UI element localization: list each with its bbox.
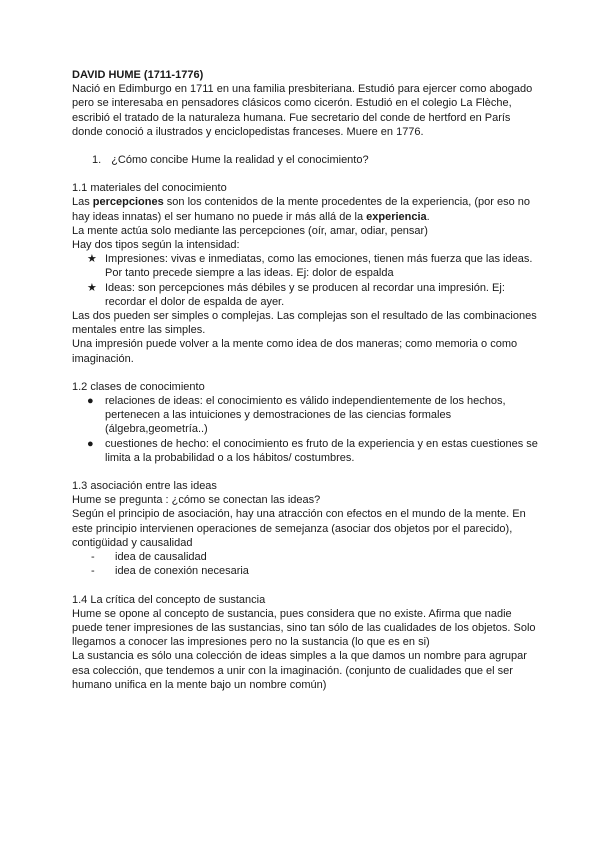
spacer [72, 366, 542, 380]
text-run: . [426, 210, 430, 223]
section-1-1-p2: La mente actúa solo mediante las percepciones (oír, amar, odiar, pensar) [72, 224, 428, 237]
dot-list [72, 394, 542, 465]
document-title: DAVID HUME (1711-1776) [72, 69, 204, 81]
list-item-text: cuestiones de hecho: el conocimiento es fruto de la experiencia y en estas cuestiones se limita a la probabilidad o a los hábitos/ costumbres. [105, 437, 538, 464]
numbered-question [72, 153, 542, 167]
section-1-3-p1: Hume se pregunta : ¿cómo se conectan las ideas? [72, 494, 321, 507]
bold-term-percepciones: percepciones [92, 196, 164, 209]
spacer [72, 139, 542, 153]
list-item [87, 252, 542, 280]
section-1-3-p2: Según el principio de asociación, hay una atracción con efectos en el mundo de la mente. En este principio intervienen operaciones de semejanza (asociar dos objetos por el parecido), contigüidad y causalidad [72, 508, 526, 549]
list-item-text: idea de causalidad [115, 551, 207, 564]
section-1-1-p1 [72, 195, 542, 223]
section-1-1-p4: Las dos pueden ser simples o complejas. Las complejas son el resultado de las combinaciones mentales entre las simples. [72, 310, 537, 337]
dash-bullet-icon: - [91, 565, 95, 578]
text-run: son los contenidos de la mente procedentes de la experiencia, (por eso no hay ideas innatas) el ser humano no puede ir más allá de la [72, 196, 531, 223]
list-item [87, 394, 542, 437]
list-item-text: Impresiones: vivas e inmediatas, como las emociones, tienen más fuerza que las ideas. Por tanto precede siempre a las ideas. Ej: dolor de espalda [105, 253, 533, 280]
spacer [72, 465, 542, 479]
star-bullet-icon: ★ [87, 281, 97, 294]
list-item [87, 281, 542, 309]
section-1-1-p5: Una impresión puede volver a la mente como idea de dos maneras; como memoria o como imaginación. [72, 338, 518, 365]
dash-list [72, 550, 542, 578]
list-item [87, 550, 542, 564]
list-item-text: relaciones de ideas: el conocimiento es válido independientemente de los hechos, pertenecen a las intuiciones y demostraciones de las ciencias formales (álgebra,geometría..) [105, 395, 506, 436]
dot-bullet-icon: ● [87, 395, 94, 408]
spacer [72, 167, 542, 181]
text-run: Las [72, 196, 93, 209]
star-bullet-icon: ★ [87, 253, 97, 266]
section-1-4-p2: La sustancia es sólo una colección de ideas simples a la que damos un nombre para agrupar esa colección, que tendemos a unir con la imaginación. (conjunto de cualidades que el ser humano unifica en la mente bajo un nombre común) [72, 650, 527, 691]
bold-term-experiencia: experiencia [366, 210, 427, 223]
intro-paragraph: Nació en Edimburgo en 1711 en una familia presbiteriana. Estudió para ejercer como abogado pero se interesaba en pensadores clásicos como cicerón. Estudió en el colegio La Flèche, escribió el tratado de la naturaleza humana. Fue secretario del conde de hertford en París donde conoció a ilustrados y enciclopedistas franceses. Muere en 1776. [72, 83, 533, 138]
dash-bullet-icon: - [91, 551, 95, 564]
list-item-text: idea de conexión necesaria [115, 565, 249, 578]
document-page [72, 68, 542, 692]
section-1-3-heading: 1.3 asociación entre las ideas [72, 480, 217, 493]
list-item [87, 564, 542, 578]
spacer [72, 579, 542, 593]
star-list [72, 252, 542, 309]
section-1-4-heading: 1.4 La crítica del concepto de sustancia [72, 593, 266, 606]
section-1-1-heading: 1.1 materiales del conocimiento [72, 182, 227, 195]
section-1-1-p3: Hay dos tipos según la intensidad: [72, 239, 240, 252]
dot-bullet-icon: ● [87, 437, 94, 450]
question-number: 1. [92, 154, 102, 167]
section-1-4-p1: Hume se opone al concepto de sustancia, pues considera que no existe. Afirma que nadie puede tener impresiones de las sustancias, sino tan sólo de las cualidades de los objetos. Solo llegamos a conocer las impresiones pero no la sustancia (lo que es en si) [72, 607, 536, 649]
section-1-2-heading: 1.2 clases de conocimiento [72, 380, 205, 393]
question-text: ¿Cómo concibe Hume la realidad y el conocimiento? [111, 154, 369, 167]
list-item-text: Ideas: son percepciones más débiles y se producen al recordar una impresión. Ej: recordar el dolor de espalda de ayer. [105, 281, 505, 308]
list-item [87, 437, 542, 465]
